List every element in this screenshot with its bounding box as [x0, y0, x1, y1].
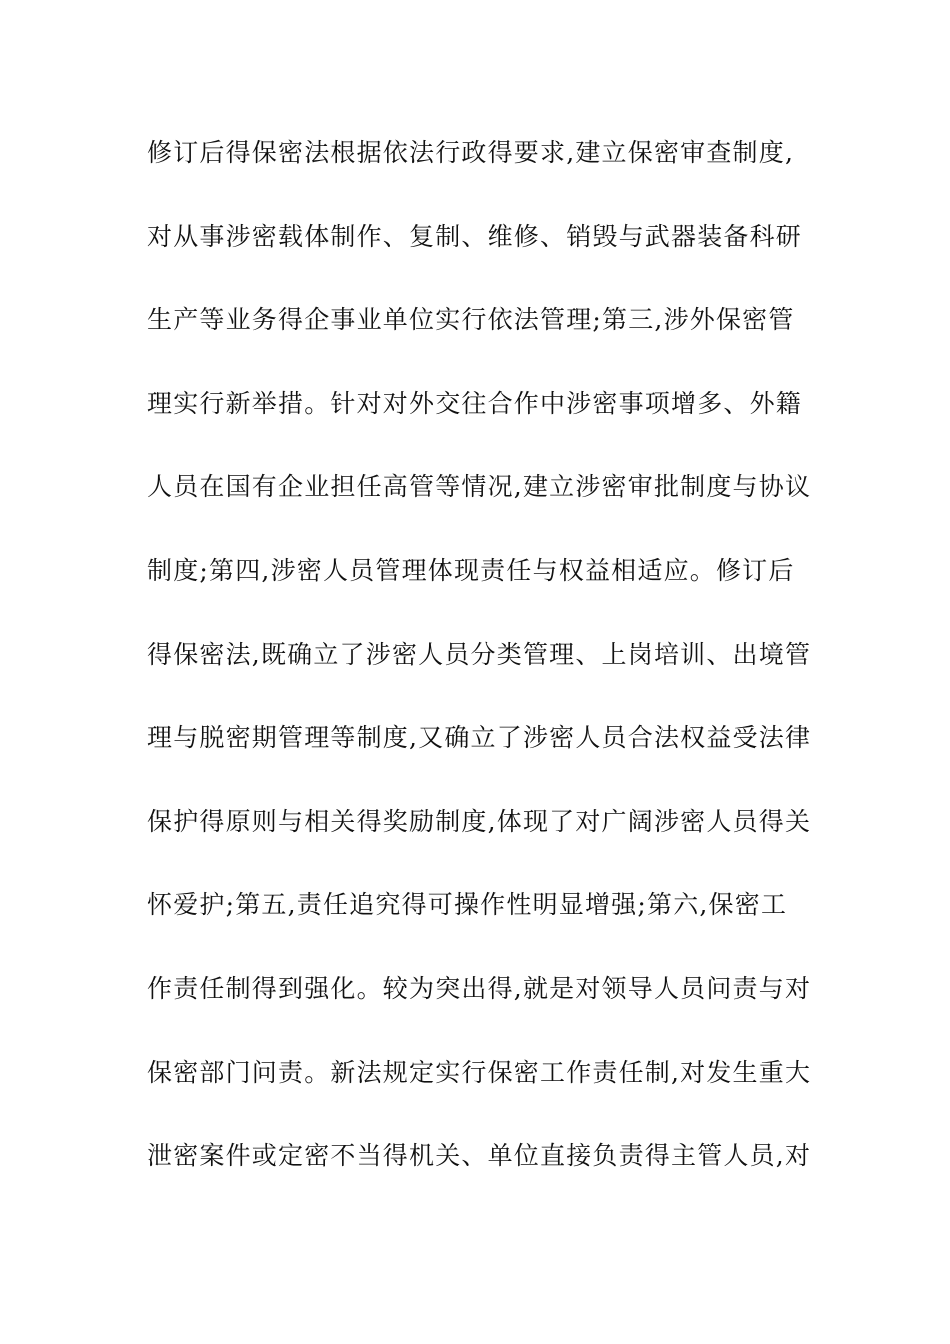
text-line: 生产等业务得企事业单位实行依法管理;第三,涉外保密管: [147, 305, 795, 335]
text-line: 怀爱护;第五,责任追究得可操作性明显增强;第六,保密工: [147, 890, 788, 920]
text-line: 泄密案件或定密不当得机关、单位直接负责得主管人员,对: [147, 1141, 812, 1171]
text-line: 人员在国有企业担任高管等情况,建立涉密审批制度与协议: [147, 472, 812, 502]
text-line: 保密部门问责。新法规定实行保密工作责任制,对发生重大: [147, 1057, 812, 1087]
body-text: [147, 133, 812, 1220]
text-line: 对从事涉密载体制作、复制、维修、销毁与武器装备科研: [147, 221, 803, 251]
text-line: 修订后得保密法根据依法行政得要求,建立保密审查制度,: [147, 138, 795, 167]
text-line: 理实行新举措。针对对外交往合作中涉密事项增多、外籍: [147, 388, 803, 418]
text-line: 理与脱密期管理等制度,又确立了涉密人员合法权益受法律: [147, 723, 812, 753]
text-line: 作责任制得到强化。较为突出得,就是对领导人员问责与对: [147, 973, 812, 1003]
text-line: 保护得原则与相关得奖励制度,体现了对广阔涉密人员得关: [147, 806, 812, 836]
text-line: 得保密法,既确立了涉密人员分类管理、上岗培训、出境管: [147, 639, 812, 669]
text-line: 制度;第四,涉密人员管理体现责任与权益相适应。修订后: [147, 555, 795, 585]
